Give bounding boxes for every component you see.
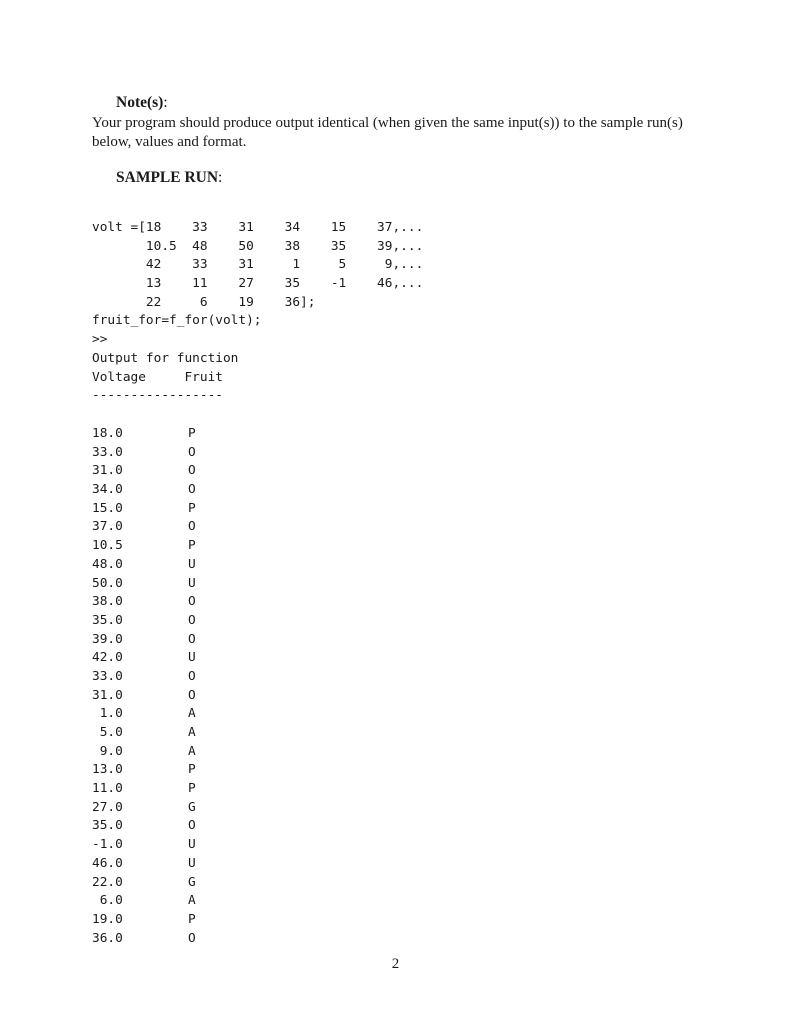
output-fruit: O	[188, 668, 196, 684]
output-fruit: P	[188, 781, 196, 797]
code-line: fruit_for=f_for(volt);	[92, 313, 262, 329]
output-voltage: 42.0	[92, 650, 123, 666]
output-voltage: 22.0	[92, 874, 123, 890]
output-fruit: P	[188, 762, 196, 778]
output-row	[92, 687, 196, 706]
note-heading-label: Note(s)	[116, 94, 164, 111]
output-voltage: 35.0	[92, 612, 123, 628]
code-line: Voltage Fruit	[92, 369, 223, 385]
output-row	[92, 780, 196, 799]
output-voltage: 39.0	[92, 631, 123, 647]
output-fruit: G	[188, 799, 196, 815]
sample-run-heading	[116, 169, 222, 187]
output-voltage: 1.0	[92, 706, 123, 722]
output-row	[92, 761, 196, 780]
output-row	[92, 631, 196, 650]
output-voltage: 48.0	[92, 556, 123, 572]
output-row	[92, 649, 196, 668]
output-row	[92, 612, 196, 631]
output-row	[92, 444, 196, 463]
output-voltage: 33.0	[92, 444, 123, 460]
output-voltage: 10.5	[92, 538, 123, 554]
output-row	[92, 911, 196, 930]
output-row	[92, 575, 196, 594]
output-fruit: P	[188, 500, 196, 516]
output-row	[92, 593, 196, 612]
output-row	[92, 836, 196, 855]
output-row	[92, 743, 196, 762]
code-block	[92, 219, 423, 406]
output-voltage: -1.0	[92, 837, 123, 853]
output-row	[92, 817, 196, 836]
output-fruit: U	[188, 556, 196, 572]
output-fruit: O	[188, 818, 196, 834]
output-fruit: O	[188, 594, 196, 610]
output-voltage: 9.0	[92, 743, 123, 759]
code-line: volt =[18 33 31 34 15 37,...	[92, 220, 424, 235]
output-voltage: 15.0	[92, 500, 123, 516]
output-fruit: U	[188, 650, 196, 666]
output-row	[92, 892, 196, 911]
code-line: 42 33 31 1 5 9,...	[92, 257, 424, 273]
output-row	[92, 537, 196, 556]
sample-run-heading-colon: :	[218, 169, 223, 186]
output-row	[92, 481, 196, 500]
output-fruit: O	[188, 687, 196, 703]
code-line: -----------------	[92, 388, 223, 404]
output-row	[92, 500, 196, 519]
output-fruit: O	[188, 444, 196, 460]
output-voltage: 5.0	[92, 725, 123, 740]
output-fruit: O	[188, 482, 196, 498]
output-fruit: U	[188, 575, 196, 591]
output-fruit: A	[188, 706, 196, 722]
code-line: 13 11 27 35 -1 46,...	[92, 276, 424, 292]
output-voltage: 13.0	[92, 762, 123, 778]
output-voltage: 35.0	[92, 818, 123, 834]
output-fruit: A	[188, 893, 196, 909]
output-fruit: O	[188, 463, 196, 479]
output-row	[92, 705, 196, 724]
code-line: >>	[92, 332, 108, 348]
output-row	[92, 874, 196, 893]
note-heading	[116, 94, 168, 112]
output-voltage: 38.0	[92, 594, 123, 610]
output-table	[92, 425, 196, 948]
output-voltage: 37.0	[92, 519, 123, 535]
output-row	[92, 556, 196, 575]
output-voltage: 11.0	[92, 781, 123, 797]
output-voltage: 46.0	[92, 855, 123, 871]
note-heading-colon: :	[163, 94, 168, 111]
output-fruit: G	[188, 874, 196, 890]
output-voltage: 18.0	[92, 426, 123, 441]
output-row	[92, 799, 196, 818]
note-body: Your program should produce output identical (when given the same input(s)) to the sample run(s) below, values and format.	[92, 115, 683, 150]
output-voltage: 19.0	[92, 911, 123, 927]
output-fruit: O	[188, 631, 196, 647]
output-voltage: 31.0	[92, 687, 123, 703]
output-row	[92, 930, 196, 949]
output-row	[92, 668, 196, 687]
output-fruit: O	[188, 930, 196, 946]
output-voltage: 31.0	[92, 463, 123, 479]
output-row	[92, 462, 196, 481]
code-line: Output for function	[92, 350, 239, 366]
output-row	[92, 724, 196, 743]
output-row	[92, 425, 196, 444]
code-line: 10.5 48 50 38 35 39,...	[92, 238, 424, 254]
output-fruit: P	[188, 538, 196, 554]
page-number: 2	[391, 956, 400, 972]
output-voltage: 27.0	[92, 799, 123, 815]
output-row	[92, 518, 196, 537]
output-fruit: A	[188, 725, 196, 740]
output-fruit: U	[188, 855, 196, 871]
output-row	[92, 855, 196, 874]
output-voltage: 50.0	[92, 575, 123, 591]
output-voltage: 6.0	[92, 893, 123, 909]
sample-run-heading-label: SAMPLE RUN	[116, 169, 219, 186]
output-fruit: A	[188, 743, 196, 759]
output-fruit: O	[188, 519, 196, 535]
code-line: 22 6 19 36];	[92, 294, 316, 310]
output-voltage: 36.0	[92, 930, 123, 946]
output-fruit: O	[188, 612, 196, 628]
output-fruit: P	[188, 426, 196, 441]
output-fruit: P	[188, 911, 196, 927]
output-voltage: 34.0	[92, 482, 123, 498]
output-fruit: U	[188, 837, 196, 853]
output-voltage: 33.0	[92, 668, 123, 684]
